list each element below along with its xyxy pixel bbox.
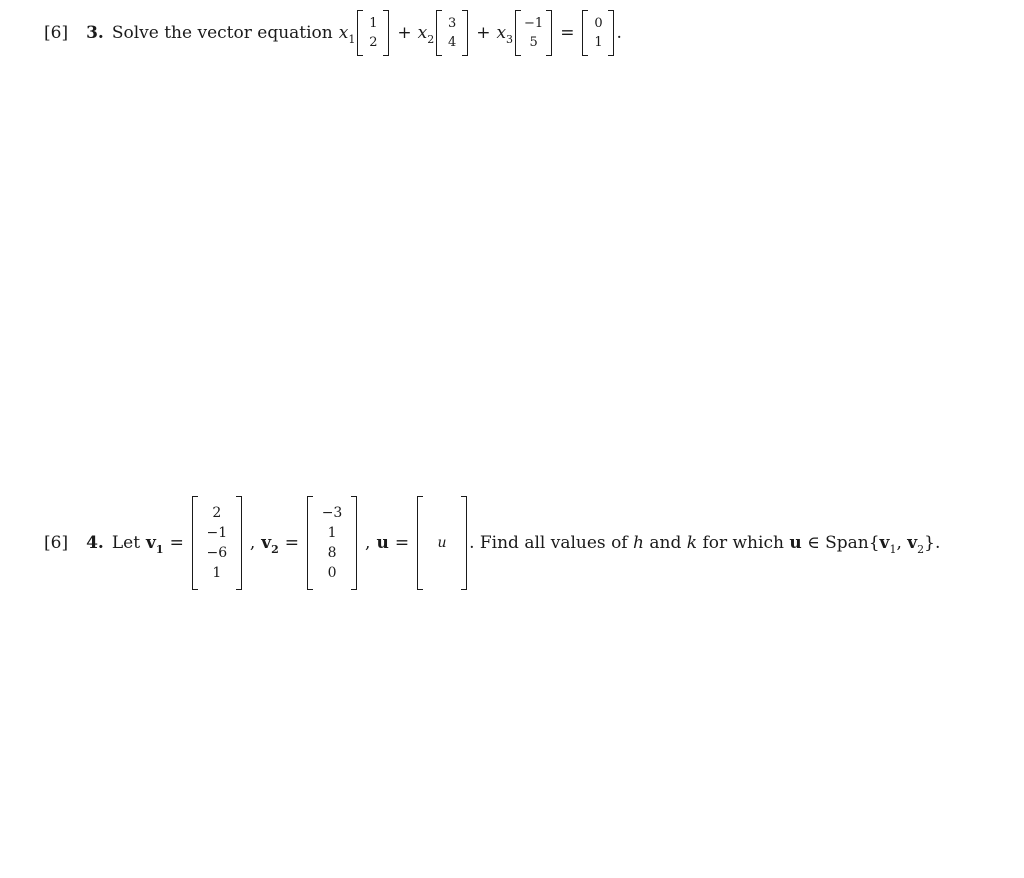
vector-cell: −6	[206, 545, 228, 561]
x1-coefficient: $x_1$	[338, 23, 356, 46]
var-k: k	[686, 533, 698, 553]
v1-label: $v_1$	[146, 533, 164, 556]
problem-4-points: [6]	[44, 533, 69, 553]
vector-cell: 1	[327, 525, 337, 541]
problem-3	[44, 8, 622, 58]
u-symbol: u	[789, 533, 802, 553]
plus-sign: +	[476, 23, 491, 43]
vector-cell: −1	[524, 16, 544, 31]
vector-cell: 8	[327, 545, 337, 561]
problem-4-number: 4.	[86, 533, 104, 553]
problem-4-let: Let	[111, 533, 141, 553]
u-label: u	[376, 533, 389, 553]
vector-cell: 2	[212, 505, 222, 521]
vector-cell: 5	[529, 35, 538, 50]
vector-cell: 1	[369, 16, 378, 31]
vector-v2	[307, 496, 357, 590]
span-expression: $Span\{v_1$, $v_2$}.	[825, 533, 941, 556]
vector-cell: 2	[369, 35, 378, 50]
problem-3-points: [6]	[44, 23, 69, 43]
vector-cell: 3	[448, 16, 457, 31]
vector-cell: −3	[321, 505, 343, 521]
comma: ,	[365, 533, 371, 553]
vector-cell: −1	[206, 525, 228, 541]
vector-cell: 1	[594, 35, 603, 50]
vector-a1	[357, 10, 389, 56]
v2-label: $v_2$	[261, 533, 279, 556]
period: .	[616, 23, 622, 43]
equals-sign: =	[560, 23, 575, 43]
vector-v1	[192, 496, 242, 590]
vector-u	[417, 496, 467, 590]
vector-a2	[436, 10, 468, 56]
problem-4	[44, 494, 940, 592]
vector-cell: u	[437, 535, 447, 551]
equals-sign: =	[394, 533, 410, 553]
plus-sign: +	[397, 23, 412, 43]
and-word: and	[649, 533, 682, 553]
problem-4-text-b: for which	[702, 533, 784, 553]
equals-sign: =	[284, 533, 300, 553]
problem-3-number: 3.	[86, 23, 104, 43]
problem-4-text-a: . Find all values of	[469, 533, 628, 553]
vector-cell: 0	[594, 16, 603, 31]
x3-coefficient: $x_3$	[496, 23, 514, 46]
x2-coefficient: $x_2$	[417, 23, 435, 46]
comma: ,	[249, 533, 256, 553]
vector-cell: 4	[448, 35, 457, 50]
equals-sign: =	[169, 533, 184, 553]
vector-cell: 0	[327, 565, 337, 581]
element-of-symbol: ∈	[807, 533, 820, 553]
var-h: h	[633, 533, 644, 553]
problem-3-text: Solve the vector equation	[111, 23, 333, 43]
vector-rhs	[582, 10, 614, 56]
vector-cell: 1	[212, 565, 222, 581]
vector-a3	[515, 10, 552, 56]
